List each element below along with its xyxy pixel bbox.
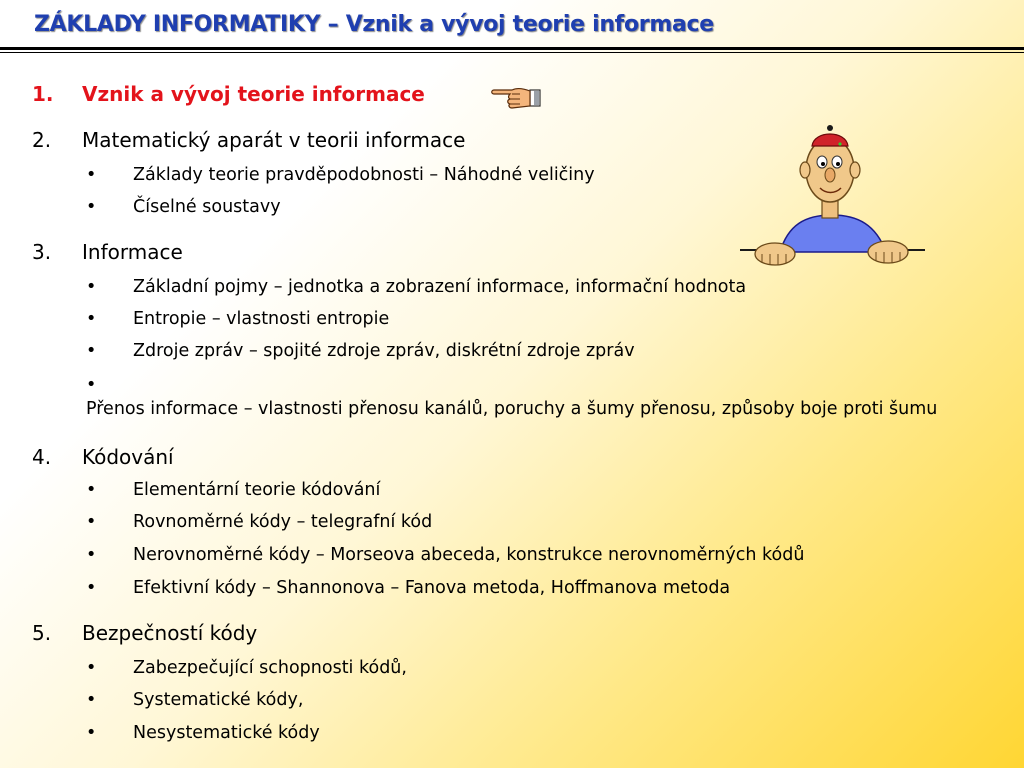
- list-item: [86, 658, 407, 678]
- bullet-text: Nesystematické kódy: [133, 723, 320, 743]
- section-label: Informace: [82, 240, 183, 264]
- bullet-text: Systematické kódy,: [133, 690, 304, 710]
- list-item: [86, 165, 595, 185]
- bullet-glyph: •: [86, 658, 97, 678]
- bullet-text: Efektivní kódy – Shannonova – Fanova metoda, Hoffmanova metoda: [133, 578, 731, 598]
- bullet-text: Zdroje zpráv – spojité zdroje zpráv, diskrétní zdroje zpráv: [133, 341, 635, 361]
- bullet-text: Základy teorie pravděpodobnosti – Náhodné veličiny: [133, 165, 595, 185]
- section-item-5[interactable]: [32, 621, 257, 645]
- section-item-4[interactable]: [32, 445, 174, 469]
- list-item: [86, 341, 635, 361]
- section-number: 5.: [32, 621, 52, 645]
- bullet-glyph: •: [86, 277, 97, 297]
- list-item: [86, 723, 320, 743]
- section-number: 1.: [32, 82, 54, 106]
- section-number: 4.: [32, 445, 52, 469]
- bullet-glyph: •: [86, 197, 97, 217]
- section-number: 2.: [32, 128, 52, 152]
- list-item: [86, 373, 986, 421]
- bullet-glyph: •: [86, 480, 97, 500]
- list-item: [86, 690, 303, 710]
- list-item: [86, 512, 432, 532]
- bullet-text: Zabezpečující schopnosti kódů,: [133, 658, 407, 678]
- bullet-glyph: •: [86, 165, 97, 185]
- bullet-text: Entropie – vlastnosti entropie: [133, 309, 390, 329]
- slide-title: ZÁKLADY INFORMATIKY – Vznik a vývoj teorie informace: [34, 12, 714, 37]
- bullet-glyph: •: [86, 375, 97, 395]
- bullet-text: Základní pojmy – jednotka a zobrazení informace, informační hodnota: [133, 277, 747, 297]
- bullet-glyph: •: [86, 578, 97, 598]
- section-item-2[interactable]: [32, 128, 465, 152]
- bullet-text: Nerovnoměrné kódy – Morseova abeceda, konstrukce nerovnoměrných kódů: [133, 545, 805, 565]
- bullet-glyph: •: [86, 690, 97, 710]
- section-label: Matematický aparát v teorii informace: [82, 128, 466, 152]
- bullet-glyph: •: [86, 545, 97, 565]
- cartoon-man-peeking-icon: [740, 120, 925, 275]
- list-item: [86, 277, 746, 297]
- bullet-text: Přenos informace – vlastnosti přenosu kanálů, poruchy a šumy přenosu, způsoby boje proti šumu: [86, 399, 938, 419]
- bullet-text: Elementární teorie kódování: [133, 480, 381, 500]
- section-number: 3.: [32, 240, 52, 264]
- list-item: [86, 545, 804, 565]
- section-label: Vznik a vývoj teorie informace: [82, 82, 425, 106]
- section-label: Kódování: [82, 445, 174, 469]
- list-item: [86, 578, 730, 598]
- bullet-glyph: •: [86, 309, 97, 329]
- bullet-text: Rovnoměrné kódy – telegrafní kód: [133, 512, 433, 532]
- list-item: [86, 197, 281, 217]
- section-label: Bezpečností kódy: [82, 621, 258, 645]
- list-item: [86, 480, 380, 500]
- bullet-glyph: •: [86, 512, 97, 532]
- list-item: [86, 309, 389, 329]
- section-item-1[interactable]: [32, 82, 425, 106]
- section-item-3[interactable]: [32, 240, 183, 264]
- bullet-glyph: •: [86, 341, 97, 361]
- bullet-text: Číselné soustavy: [133, 197, 281, 217]
- bullet-glyph: •: [86, 723, 97, 743]
- pointing-hand-icon: [490, 82, 542, 112]
